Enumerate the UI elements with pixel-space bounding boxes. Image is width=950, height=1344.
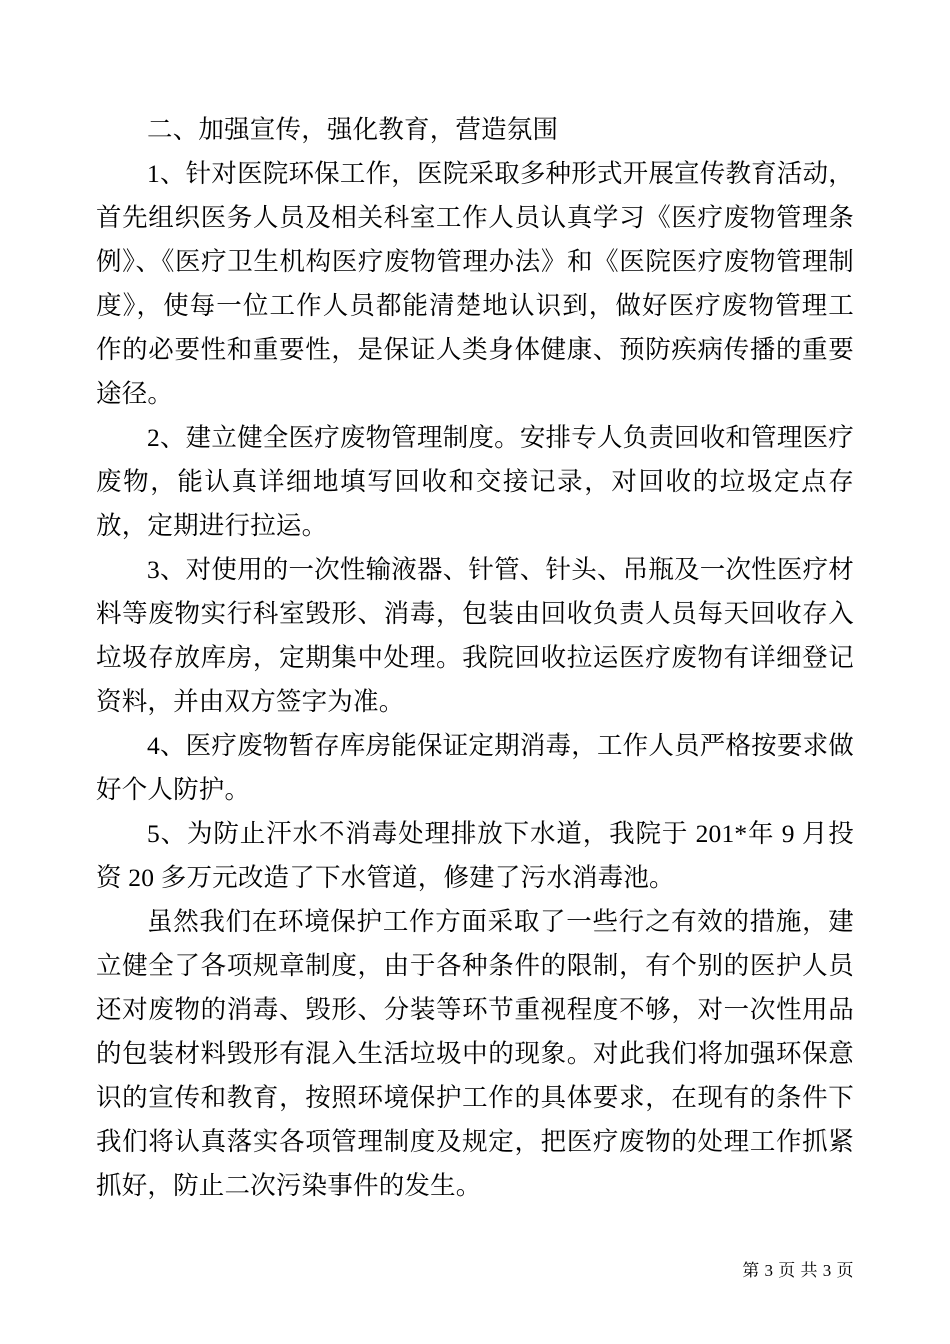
paragraph-2: 2、建立健全医疗废物管理制度。安排专人负责回收和管理医疗废物，能认真详细地填写回收和交接记录，对回收的垃圾定点存放，定期进行拉运。 [96,423,854,540]
paragraph-1: 1、针对医院环保工作，医院采取多种形式开展宣传教育活动，首先组织医务人员及相关科室工作人员认真学习《医疗废物管理条例》、《医疗卫生机构医疗废物管理办法》和《医院医疗废物管理制度》，使每一位工作人员都能清楚地认识到，做好医疗废物管理工作的必要性和重要性，是保证人类身体健康、预防疾病传播的重要途径。 [96,159,854,408]
page-footer: 第 3 页 共 3 页 [742,1261,854,1280]
document-body [96,108,854,1208]
paragraph-5: 5、为防止汗水不消毒处理排放下水道，我院于 201*年 9 月投资 20 多万元改造了下水管道，修建了污水消毒池。 [96,819,854,892]
paragraph-4: 4、医疗废物暂存库房能保证定期消毒，工作人员严格按要求做好个人防护。 [96,731,854,804]
paragraph-6: 虽然我们在环境保护工作方面采取了一些行之有效的措施，建立健全了各项规章制度，由于各种条件的限制，有个别的医护人员还对废物的消毒、毁形、分装等环节重视程度不够，对一次性用品的包装材料毁形有混入生活垃圾中的现象。对此我们将加强环保意识的宣传和教育，按照环境保护工作的具体要求，在现有的条件下我们将认真落实各项管理制度及规定，把医疗废物的处理工作抓紧抓好，防止二次污染事件的发生。 [96,907,854,1200]
section-heading: 二、加强宣传，强化教育，营造氛围 [147,115,559,144]
paragraph-3: 3、对使用的一次性输液器、针管、针头、吊瓶及一次性医疗材料等废物实行科室毁形、消毒，包装由回收负责人员每天回收存入垃圾存放库房，定期集中处理。我院回收拉运医疗废物有详细登记资料，并由双方签字为准。 [96,555,854,716]
